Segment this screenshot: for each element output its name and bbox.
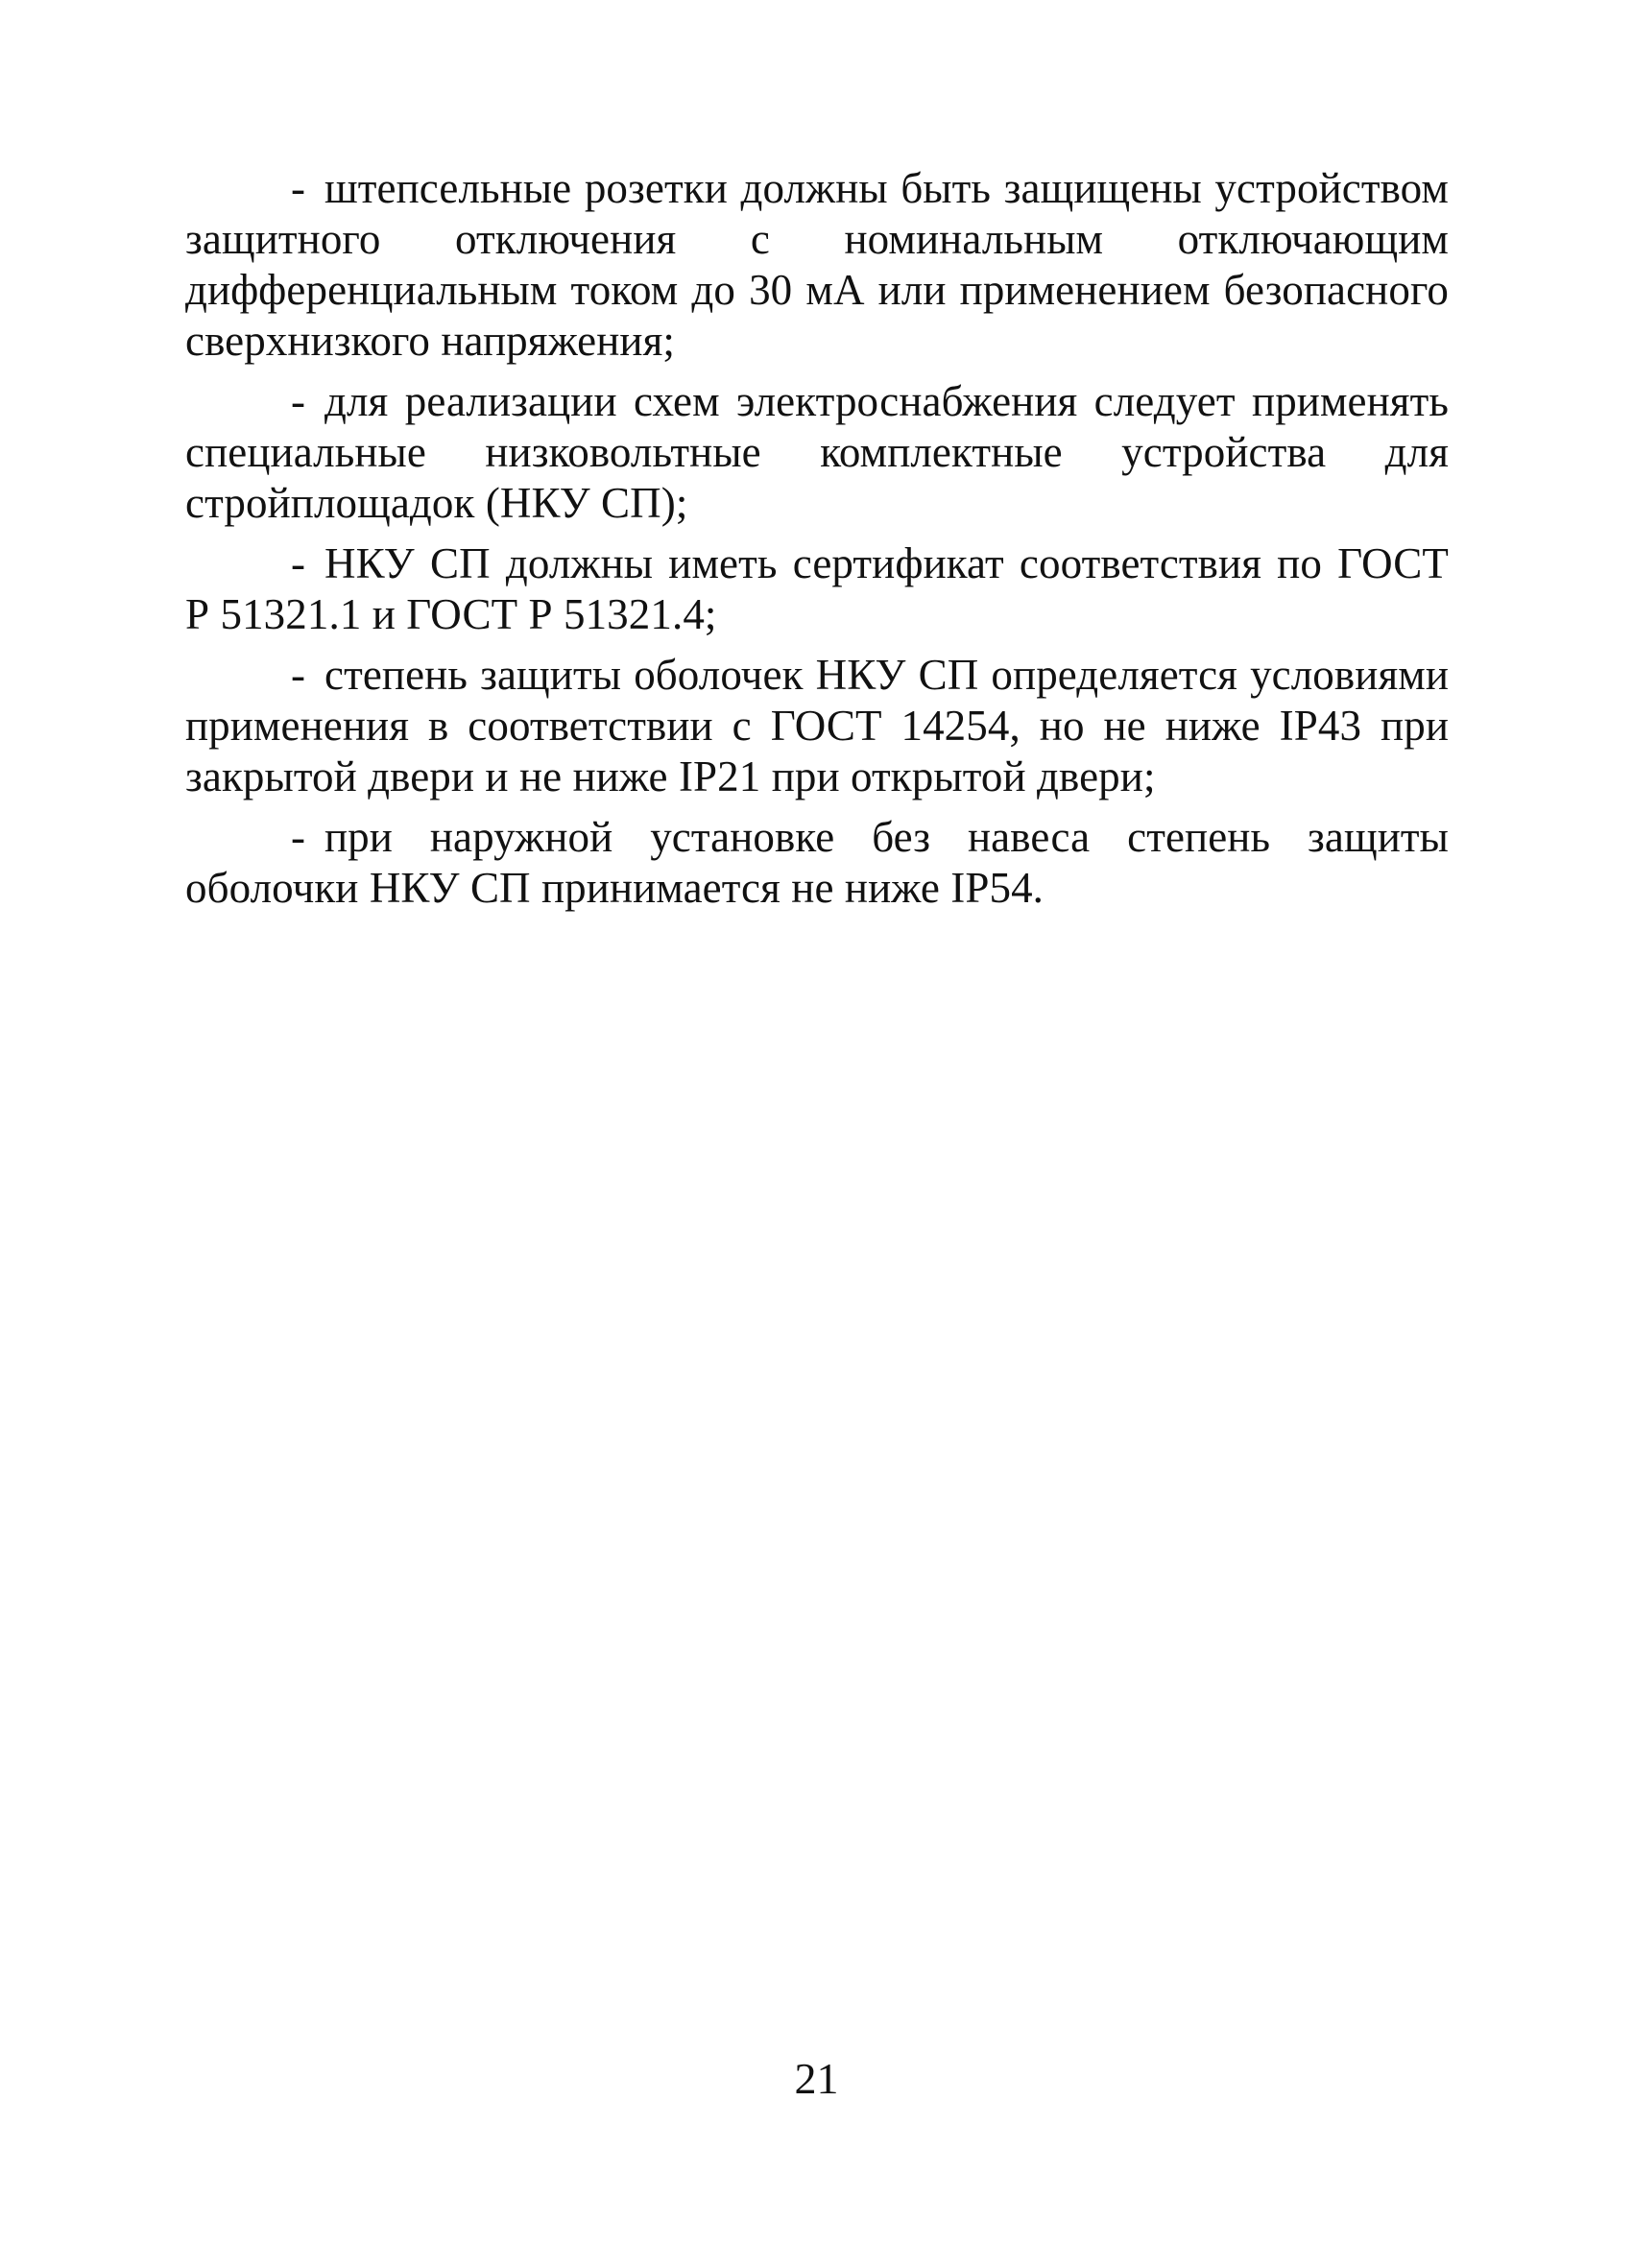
list-item-marker: - xyxy=(291,539,306,587)
list-item xyxy=(185,163,1449,367)
list-item xyxy=(185,538,1449,640)
list-item-text: при наружной установке без навеса степень защиты оболочки НКУ СП принимается не ниже IP54. xyxy=(185,813,1449,912)
list-item-text: НКУ СП должны иметь сертификат соответствия по ГОСТ Р 51321.1 и ГОСТ Р 51321.4; xyxy=(185,539,1449,638)
page-number: 21 xyxy=(794,2054,839,2103)
list-item-text: степень защиты оболочек НКУ СП определяется условиями применения в соответствии с ГОСТ 14254, но не ниже IP43 при закрытой двери и не ниже IP21 при открытой двери; xyxy=(185,651,1449,800)
list-item-text: для реализации схем электроснабжения следует применять специальные низковольтные комплектные устройства для стройплощадок (НКУ СП); xyxy=(185,377,1449,527)
list-item-marker: - xyxy=(291,164,306,212)
list-item xyxy=(185,812,1449,914)
list-item-marker: - xyxy=(291,651,306,699)
requirements-list xyxy=(185,163,1449,923)
list-item-text: штепсельные розетки должны быть защищены устройством защитного отключения с номинальным отключающим дифференциальным током до 30 мА или применением безопасного сверхнизкого напряжения; xyxy=(185,164,1449,365)
list-item-marker: - xyxy=(291,813,306,861)
list-item xyxy=(185,650,1449,802)
list-item-marker: - xyxy=(291,377,306,425)
list-item xyxy=(185,376,1449,529)
